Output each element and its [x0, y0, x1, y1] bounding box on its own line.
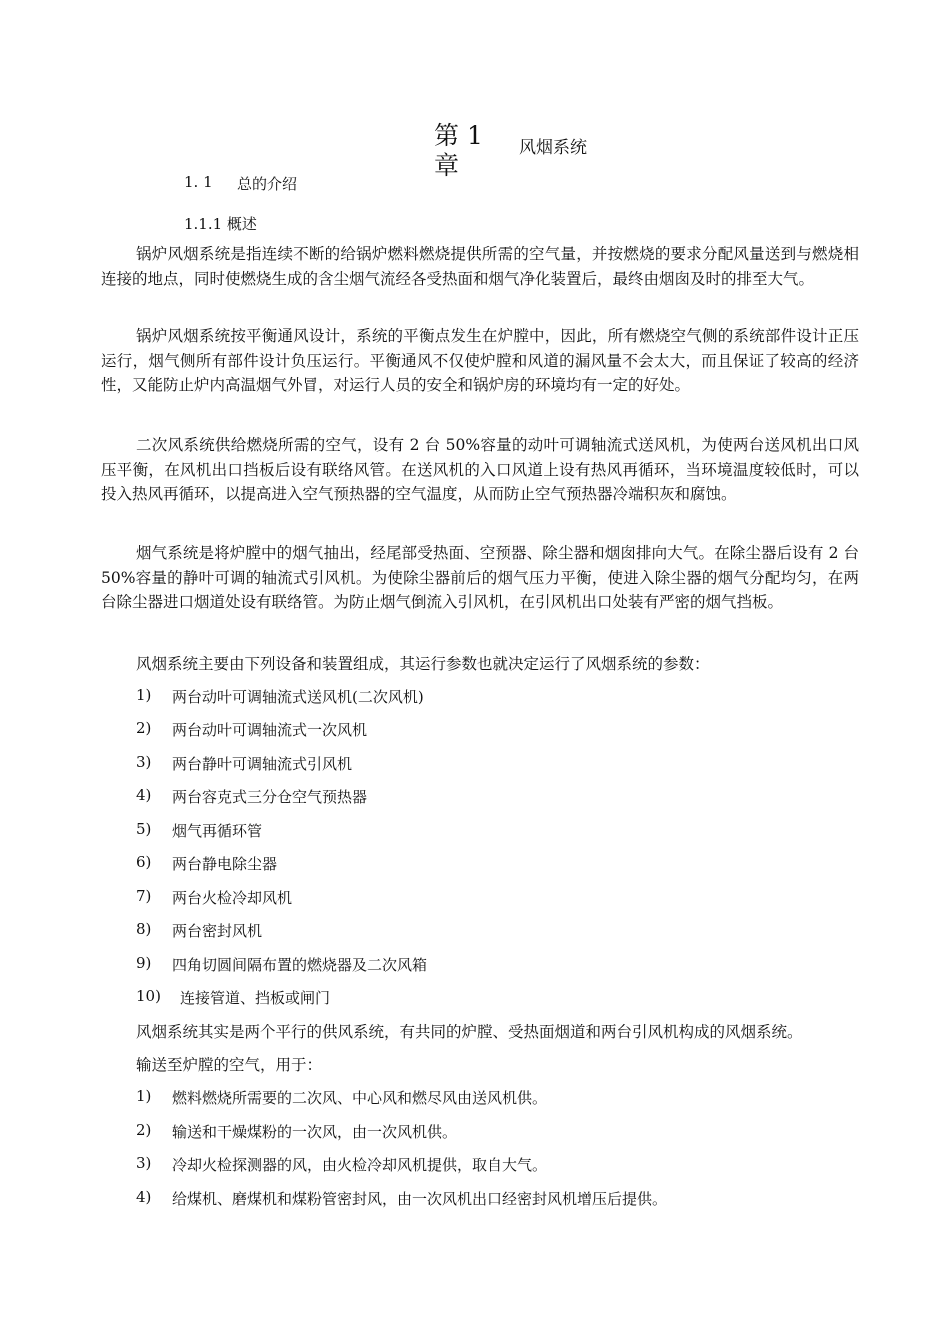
list2-intro: 输送至炉膛的空气，用于： [136, 1056, 323, 1074]
list-item-number: 10) [136, 987, 161, 1005]
list-item-number: 8) [136, 920, 152, 938]
list-item-number: 7) [136, 887, 152, 905]
list-item-text: 两台动叶可调轴流式一次风机 [172, 721, 368, 739]
paragraph-flue-gas: 烟气系统是将炉膛中的烟气抽出，经尾部受热面、空预器、除尘器和烟囱排向大气。在除尘器后设有 2 台 50%容量的静叶可调的轴流式引风机。为使除尘器前后的烟气压力平衡，使进入除尘器的烟气分配均匀，在两台除尘器进口烟道处设有联络管。为防止烟气倒流入引风机，在引风机出口处装有严密的烟气挡板。 [101, 544, 859, 611]
list-item-text: 两台动叶可调轴流式送风机(二次风机) [172, 688, 424, 706]
list-item-number: 2) [136, 1121, 152, 1139]
list-item-number: 4) [136, 786, 152, 804]
list-item-number: 5) [136, 820, 152, 838]
list-item-text: 两台密封风机 [172, 922, 263, 940]
list-item-text: 两台容克式三分仓空气预热器 [172, 788, 368, 806]
list-item-text: 给煤机、磨煤机和煤粉管密封风，由一次风机出口经密封风机增压后提供。 [172, 1190, 668, 1208]
list-item-number: 1) [136, 1087, 152, 1105]
chapter-word: 章 [434, 151, 460, 180]
paragraph-secondary-air: 二次风系统供给燃烧所需的空气，设有 2 台 50%容量的动叶可调轴流式送风机，为使两台送风机出口风压平衡，在风机出口挡板后设有联络风管。在送风机的入口风道上设有热风再循环，当环境温度较低时，可以投入热风再循环，以提高进入空气预热器的空气温度，从而防止空气预热器冷端积灰和腐蚀。 [101, 436, 859, 503]
chapter-title: 风烟系统 [519, 138, 587, 158]
list-item-number: 3) [136, 753, 152, 771]
list-item-text: 输送和干燥煤粉的一次风，由一次风机供。 [172, 1123, 458, 1141]
list-item-text: 两台静叶可调轴流式引风机 [172, 755, 353, 773]
list-item-text: 冷却火检探测器的风，由火检冷却风机提供，取自大气。 [172, 1156, 548, 1174]
section-title: 总的介绍 [237, 175, 298, 193]
list-item-number: 4) [136, 1188, 152, 1206]
list-item-number: 2) [136, 719, 152, 737]
list-item-text: 四角切圆间隔布置的燃烧器及二次风箱 [172, 956, 428, 974]
list-item-number: 6) [136, 853, 152, 871]
list-item-text: 烟气再循环管 [172, 822, 263, 840]
list-item-text: 连接管道、挡板或闸门 [180, 989, 331, 1007]
paragraph-balanced-draft: 锅炉风烟系统按平衡通风设计，系统的平衡点发生在炉膛中，因此，所有燃烧空气侧的系统部件设计正压运行，烟气侧所有部件设计负压运行。平衡通风不仅使炉膛和风道的漏风量不会太大，而且保证了较高的经济性，又能防止炉内高温烟气外冒，对运行人员的安全和锅炉房的环境均有一定的好处。 [101, 327, 859, 394]
list-item-text: 两台静电除尘器 [172, 855, 278, 873]
list-item-number: 1) [136, 686, 152, 704]
chapter-number: 第 1 [434, 121, 483, 150]
list-item-text: 两台火检冷却风机 [172, 889, 293, 907]
summary-line: 风烟系统其实是两个平行的供风系统，有共同的炉膛、受热面烟道和两台引风机构成的风烟系统。 [136, 1023, 803, 1041]
list-item-number: 9) [136, 954, 152, 972]
paragraph-overview: 锅炉风烟系统是指连续不断的给锅炉燃料燃烧提供所需的空气量，并按燃烧的要求分配风量送到与燃烧相连接的地点，同时使燃烧生成的含尘烟气流经各受热面和烟气净化装置后，最终由烟囱及时的排至大气。 [101, 245, 859, 288]
section-number: 1. 1 [184, 173, 213, 191]
subsection-title: 1.1.1 概述 [184, 215, 257, 233]
list-item-number: 3) [136, 1154, 152, 1172]
list-item-text: 燃料燃烧所需要的二次风、中心风和燃尽风由送风机供。 [172, 1089, 548, 1107]
list1-intro: 风烟系统主要由下列设备和装置组成，其运行参数也就决定运行了风烟系统的参数： [136, 655, 710, 673]
